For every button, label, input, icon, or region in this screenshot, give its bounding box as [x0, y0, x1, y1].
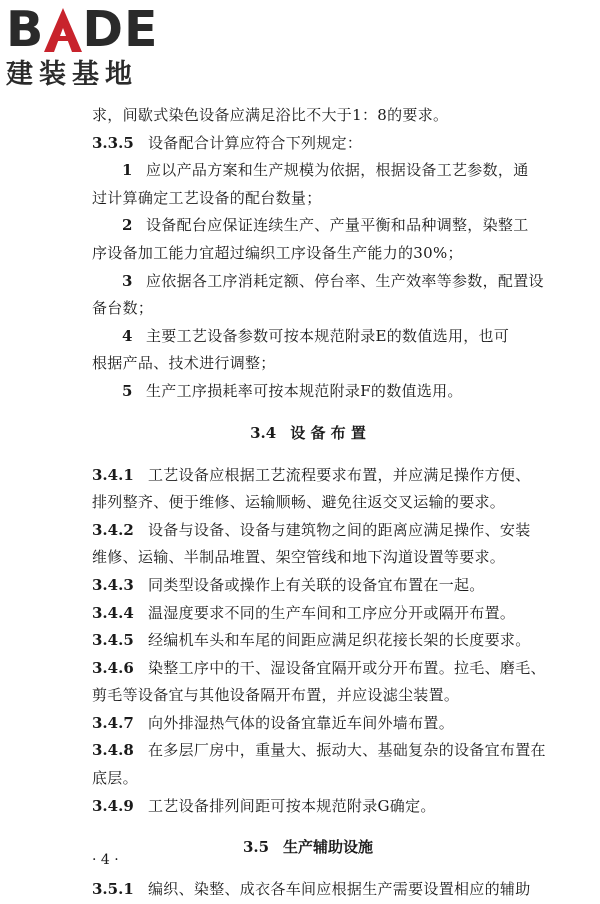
list-item-continuation: 过计算确定工艺设备的配台数量；	[92, 188, 322, 207]
list-item	[92, 268, 544, 296]
list-item	[92, 378, 524, 406]
item-number: 1	[122, 161, 133, 180]
clause-3-4-5	[92, 627, 531, 655]
clause-text: 同类型设备或操作上有关联的设备宜布置在一起。	[148, 575, 485, 594]
logo-letters-de: DE	[82, 1, 159, 58]
clause-3-4-7	[92, 710, 524, 738]
clause-continuation: 排列整齐、便于维修、运输顺畅、避免往返交叉运输的要求。	[92, 493, 506, 512]
clause-number: 3.4.6	[92, 658, 134, 677]
clause-text: 工艺设备应根据工艺流程要求布置，并应满足操作方便、	[148, 465, 531, 484]
clause-3-3-5-items	[92, 157, 544, 405]
list-item	[92, 157, 529, 185]
clause-3-4-6	[92, 655, 546, 683]
logo-wordmark	[6, 1, 176, 58]
clause-3-4-4	[92, 600, 524, 628]
clause-3-3-5	[92, 130, 524, 158]
item-number: 3	[122, 271, 133, 290]
clause-number: 3.4.4	[92, 603, 134, 622]
bade-logo	[6, 1, 176, 94]
item-number: 5	[122, 381, 133, 400]
list-item	[92, 212, 529, 240]
item-text: 主要工艺设备参数可按本规范附录E的数值选用，也可	[146, 326, 510, 345]
clause-text: 染整工序中的干、湿设备宜隔开或分开布置。拉毛、磨毛、	[148, 658, 546, 677]
section-title: 生产辅助设施	[283, 838, 374, 857]
clause-text: 设备配合计算应符合下列规定：	[148, 133, 363, 152]
clause-continuation: 底层。	[92, 769, 138, 788]
section-title: 设 备 布 置	[290, 423, 366, 442]
clause-text: 编织、染整、成衣各车间应根据生产需要设置相应的辅助	[148, 880, 531, 899]
list-item-continuation: 备台数；	[92, 299, 154, 318]
page-number: · 4 ·	[92, 852, 119, 868]
section-heading-3-5	[92, 826, 524, 868]
clause-number: 3.4.5	[92, 631, 134, 650]
clause-3-4-8	[92, 737, 546, 765]
clause-3-4-3	[92, 572, 524, 600]
list-item	[92, 323, 524, 351]
page-body	[92, 102, 546, 904]
item-text: 应以产品方案和生产规模为依据，根据设备工艺参数，通	[146, 161, 529, 180]
item-text: 生产工序损耗率可按本规范附录F的数值选用。	[146, 381, 463, 400]
list-item-continuation: 根据产品、技术进行调整；	[92, 354, 276, 373]
item-number: 2	[122, 216, 133, 235]
clause-number: 3.4.2	[92, 520, 134, 539]
continued-text-line: 求，间歇式染色设备应满足浴比不大于1：8的要求。	[92, 106, 449, 124]
section-number: 3.5	[242, 838, 270, 857]
list-item-continuation: 序设备加工能力宜超过编织工序设备生产能力的30%；	[92, 243, 463, 262]
clause-text: 工艺设备排列间距可按本规范附录G确定。	[148, 796, 436, 815]
section-3-4-clauses	[92, 462, 546, 821]
clause-text: 经编机车头和车尾的间距应满足织花接长架的长度要求。	[148, 631, 531, 650]
clause-continuation: 维修、运输、半制品堆置、架空管线和地下沟道设置等要求。	[92, 548, 506, 567]
item-text: 设备配台应保证连续生产、产量平衡和品种调整，染整工	[146, 216, 529, 235]
clause-3-4-9	[92, 793, 524, 821]
section-heading-3-4	[92, 412, 524, 454]
clause-text: 设备与设备、设备与建筑物之间的距离应满足操作、安装	[148, 520, 531, 539]
clause-text: 温湿度要求不同的生产车间和工序应分开或隔开布置。	[148, 603, 516, 622]
item-text: 应依据各工序消耗定额、停台率、生产效率等参数，配置设	[146, 271, 544, 290]
clause-text: 向外排湿热气体的设备宜靠近车间外墙布置。	[148, 713, 455, 732]
logo-subtitle: 建装基地	[6, 59, 138, 90]
clause-number: 3.4.1	[92, 465, 134, 484]
section-number: 3.4	[250, 423, 277, 442]
clause-number: 3.4.3	[92, 575, 134, 594]
logo-letter-b: B	[6, 1, 45, 58]
clause-continuation: 剪毛等设备宜与其他设备隔开布置，并应设滤尘装置。	[92, 686, 460, 705]
item-number: 4	[122, 326, 133, 345]
clause-number: 3.4.7	[92, 713, 134, 732]
clause-3-4-2	[92, 517, 531, 545]
clause-number: 3.4.8	[92, 741, 134, 760]
clause-number: 3.4.9	[92, 796, 134, 815]
clause-3-4-1	[92, 462, 531, 490]
clause-number: 3.5.1	[92, 880, 134, 899]
clause-text: 在多层厂房中，重量大、振动大、基础复杂的设备宜布置在	[148, 741, 546, 760]
logo-a-mark-icon	[44, 4, 82, 56]
clause-number: 3.3.5	[92, 133, 134, 152]
